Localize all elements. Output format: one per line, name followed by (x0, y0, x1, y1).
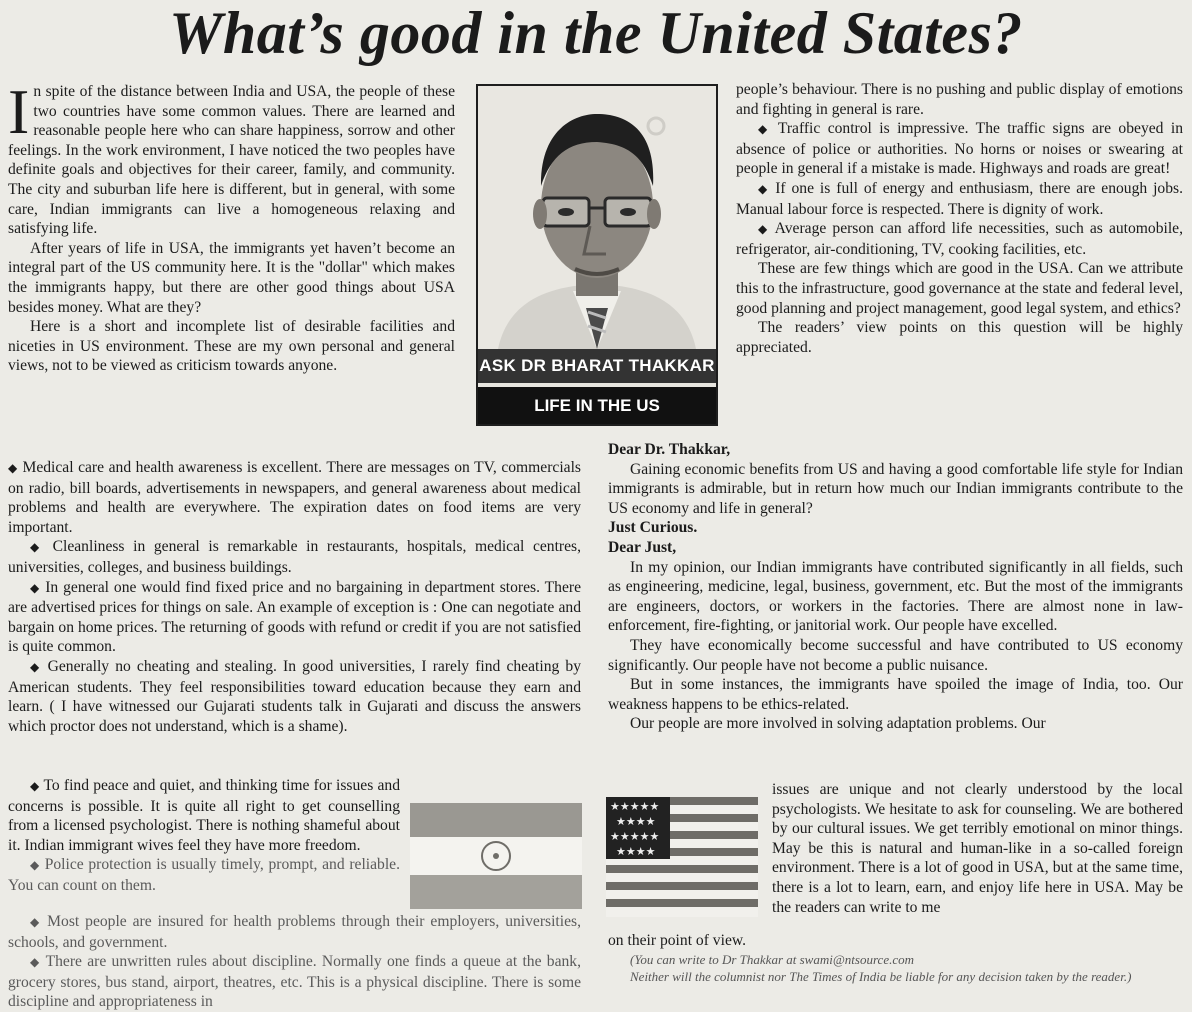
svg-text:★★★★: ★★★★ (616, 815, 656, 828)
diamond-bullet-icon: ◆ (30, 915, 42, 929)
bullet-cleanliness-text: Cleanliness in general is remarkable in restaurants, hospitals, medical centres, universities, colleges, and business buildings. (8, 538, 582, 576)
bullet-traffic (736, 119, 1183, 179)
diamond-bullet-icon: ◆ (30, 580, 41, 595)
bullet-necessities-text: Average person can afford life necessities, such as automobile, refrigerator, air-conditioning, TV, cooking facilities, etc. (736, 220, 1183, 258)
bullet-list-top (8, 458, 581, 736)
bullet-traffic-text: Traffic control is impressive. The traffic signs are obeyed in absence of police or authorities. No horns or noises or swearing at people in general if a mistake is made. Highways and roads are great! (736, 120, 1183, 178)
bullet-medical (8, 458, 581, 537)
bullet-necessities (736, 219, 1183, 259)
intro-paragraph-1 (8, 76, 455, 239)
bullet-no-cheating (8, 657, 581, 736)
contact-credit: (You can write to Dr Thakkar at swami@ntsource.com (630, 951, 914, 967)
reply-paragraph-1: In my opinion, our Indian immigrants have contributed significantly in all fields, such as engineering, medicine, legal, business, government, etc. But the most of the immigrants are engineers, doctors, or workers in the factories. There are almost none in law-enforcement, fire-fighting, or janitorial work. Our people have excelled. (608, 558, 1183, 635)
svg-text:★★★★★: ★★★★★ (610, 830, 660, 843)
letter-section (608, 440, 1183, 734)
reply-paragraph-3: But in some instances, the immigrants have spoiled the image of India, too. Our weakness happens to be ethics-related. (608, 676, 1183, 713)
bullet-fixed-price (8, 578, 581, 657)
us-flag-image (606, 797, 758, 917)
diamond-bullet-icon: ◆ (30, 540, 44, 555)
bullet-fixed-price-text: In general one would find fixed price and no bargaining in department stores. There are advertised prices for things on sale. An example of exception is : One can negotiate and bargain on home prices. The returning of goods with refund or credit if you are not satisfied is quite common. (8, 578, 581, 656)
column-subtitle-band: LIFE IN THE US (478, 387, 716, 424)
reply-paragraph-4-end: on their point of view. (608, 932, 747, 949)
columnist-photo (476, 84, 718, 426)
bullet-jobs (736, 179, 1183, 219)
letter-signoff: Just Curious. (608, 519, 698, 537)
bullet-jobs-text: If one is full of energy and enthusiasm, there are enough jobs. Manual labour force is respected. There is dignity of work. (736, 179, 1183, 218)
diamond-bullet-icon: ◆ (30, 779, 40, 793)
india-flag-image (410, 803, 582, 909)
diamond-bullet-icon: ◆ (8, 461, 18, 475)
svg-text:★★★★★: ★★★★★ (610, 800, 660, 813)
column-title-band: ASK DR BHARAT THAKKAR (478, 349, 716, 383)
intro-paragraph-3: Here is a short and incomplete list of desirable facilities and niceties in US environment. These are my own personal and general views, not to be viewed as criticism towards anyone. (8, 318, 455, 375)
reply-wrap-text (772, 780, 1183, 917)
diamond-bullet-icon: ◆ (758, 122, 771, 137)
bullet-no-cheating-text: Generally no cheating and stealing. In good universities, I rarely find cheating by American students. They feel responsibilities toward education because they earn and learn. ( I have witnessed our Gujarati students talk in Gujarati and discuss the answers which proctor does not understand, which is a shame). (8, 657, 582, 735)
bullet-discipline (8, 952, 581, 1012)
reply-paragraph-2: They have economically become successful and have contributed to US economy significantly. Our people have not become a public nuisance. (608, 636, 1183, 674)
letter-body: Gaining economic benefits from US and having a good comfortable life style for Indian immigrants is admirable, but in return how much our Indian immigrants contribute to the US economy and life in general? (608, 460, 1183, 517)
closing-paragraph-2: The readers’ view points on this question will be highly appreciated. (736, 319, 1183, 356)
diamond-bullet-icon: ◆ (758, 222, 770, 237)
portrait-image (478, 86, 716, 349)
bullet-medical-text: Medical care and health awareness is excellent. There are messages on TV, commercials on radio, bill boards, advertisements in newspapers, and general awareness about medical problems and health are everywhere. The expiration dates on food items are very important. (8, 459, 581, 536)
bullet-list-right (736, 80, 1183, 357)
reply-paragraph-4-middle: issues are unique and not clearly understood by the local psychologists. We hesitate to ask for counseling. We are bothered by our cultural issues. We get terribly emotional on minor things. May be this is natural and human-like in a so-called foreign environment. There is a lot of good in USA, but at the same time, there is a lot to learn, earn, and enjoy life here in USA. May be the readers can write to me (772, 781, 1183, 916)
bullet-peace (8, 776, 400, 855)
bullet-peace-text: To find peace and quiet, and thinking time for issues and concerns is possible. It is quite all right to get counselling from a licensed psychologist. There is nothing shameful about it. Indian immigrant wives feel they have more freedom. (8, 777, 400, 854)
bullet-cleanliness (8, 537, 581, 577)
drop-cap: I (8, 76, 30, 147)
intro-p1-text: n spite of the distance between India and USA, the people of these two countries have some common values. There are learned and reasonable people here who can share happiness, sorrow and other feelings. In the work environment, I have noticed the two peoples have definite goals and objectives for their career, family, and community. The city and suburban life here is different, but in general, with some care, Indian immigrants can live a homogeneous relaxing and satisfying life. (8, 83, 455, 238)
reply-end (608, 931, 1183, 985)
closing-paragraph-1: These are few things which are good in the USA. Can we attribute this to the infrastructure, good governance at the state and federal level, good planning and project management, good legal system, and ethics? (736, 260, 1183, 317)
headline: What’s good in the United States? (169, 0, 1023, 66)
diamond-bullet-icon: ◆ (758, 181, 770, 196)
svg-text:★★★★: ★★★★ (616, 845, 656, 858)
bullet-insurance-text: Most people are insured for health problems through their employers, universities, schools, and government. (8, 913, 581, 951)
bullet-discipline-continued: people’s behaviour. There is no pushing and public display of emotions and fighting in general is rare. (736, 81, 1183, 118)
bullet-list-middle (8, 776, 400, 896)
disclaimer-credit: Neither will the columnist nor The Times of India be liable for any decision taken by the reader.) (630, 968, 1132, 984)
diamond-bullet-icon: ◆ (30, 955, 41, 970)
intro-column (8, 76, 455, 376)
bullet-police (8, 855, 400, 895)
bullet-insurance (8, 912, 581, 952)
letter-salutation: Dear Dr. Thakkar, (608, 441, 731, 458)
diamond-bullet-icon: ◆ (30, 858, 41, 873)
reply-paragraph-4-start: Our people are more involved in solving adaptation problems. Our (630, 715, 1046, 733)
intro-paragraph-2: After years of life in USA, the immigrants yet haven’t become an integral part of the US community here. It is the "dollar" which makes the immigrants happy, but there are other good things about USA besides money. What are they? (8, 239, 455, 316)
bullet-list-bottom (8, 912, 581, 1012)
bullet-discipline-text: There are unwritten rules about discipline. Normally one finds a queue at the bank, grocery stores, bus stand, airport, theatres, etc. This is a physical discipline. There is some discipline and appropriateness in (8, 953, 581, 1011)
diamond-bullet-icon: ◆ (30, 659, 42, 674)
bullet-police-text: Police protection is usually timely, prompt, and reliable. You can count on them. (8, 856, 400, 894)
reply-salutation: Dear Just, (608, 538, 677, 556)
